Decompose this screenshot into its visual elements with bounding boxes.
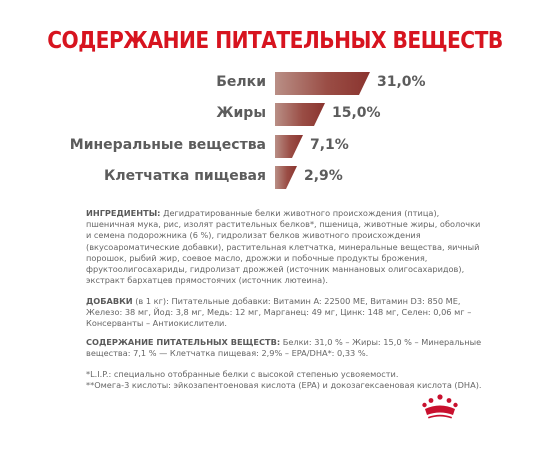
additives-heading: ДОБАВКИ	[86, 296, 133, 306]
nutrient-bar	[275, 72, 370, 95]
nutrient-bar	[275, 103, 325, 126]
royal-crown-logo	[420, 393, 460, 419]
composition-heading: СОДЕРЖАНИЕ ПИТАТЕЛЬНЫХ ВЕЩЕСТВ:	[86, 337, 281, 347]
nutrient-label: Минеральные вещества	[69, 137, 266, 153]
composition-paragraph	[86, 337, 486, 359]
additives-text: Питательные добавки: Витамин A: 22500 МЕ, Витамин D3: 850 МЕ, Железо: 38 мг, Йод: 3,8 мг, Медь: 12 мг, Марганец: 49 мг, Цинк: 148 мг, Селен: 0,06 мг – Консерванты – Антиокислители.	[86, 296, 472, 329]
nutrient-bar	[275, 135, 303, 158]
nutrient-row	[0, 166, 550, 192]
ingredients-heading: ИНГРЕДИЕНТЫ:	[86, 208, 161, 218]
nutrient-value: 15,0%	[332, 105, 381, 121]
nutrient-label: Жиры	[216, 105, 266, 121]
nutrient-value: 7,1%	[310, 137, 349, 153]
nutrient-row	[0, 135, 550, 161]
royal-crown-icon	[420, 393, 460, 419]
footnote-omega: **Омега-3 кислоты: эйкозапентоеновая кислота (EPA) и докозагексаеновая кислота (DHA).	[86, 380, 482, 391]
composition-text: Белки: 31,0 % – Жиры: 15,0 % – Минеральные вещества: 7,1 % — Клетчатка пищевая: 2,9% – EPA/DHA*: 0,33 %.	[86, 337, 482, 359]
page-title: СОДЕРЖАНИЕ ПИТАТЕЛЬНЫХ ВЕЩЕСТВ	[47, 26, 503, 54]
nutrient-value: 2,9%	[304, 168, 343, 184]
ingredients-text: Дегидратированные белки животного происхождения (птица), пшеничная мука, рис, изолят растительных белков*, пшеница, животные жиры, оболочки и семена подорожника (6 %), гидролизат белков животного происхождения (вкусоароматические добавки), растительная клетчатка, минеральные вещества, яичный порошок, рыбий жир, соевое масло, дрожжи и побочные продукты брожения, фруктоолигосахариды, гидролизат дрожжей (источник маннановых олигосахаридов), экстракт бархатцев прямостоячих (источник лютеина).	[86, 208, 481, 286]
footnotes	[86, 369, 486, 391]
nutrient-bar	[275, 166, 297, 189]
nutrient-row	[0, 72, 550, 98]
additives-subheading: (в 1 кг):	[135, 296, 169, 306]
nutrient-row	[0, 103, 550, 129]
footnote-lip: *L.I.P.: специально отобранные белки с высокой степенью усвояемости.	[86, 369, 399, 379]
additives-paragraph	[86, 296, 486, 330]
nutrient-label: Белки	[216, 74, 266, 90]
nutrient-label: Клетчатка пищевая	[103, 168, 266, 184]
nutrient-value: 31,0%	[377, 74, 426, 90]
ingredients-paragraph	[86, 208, 486, 286]
